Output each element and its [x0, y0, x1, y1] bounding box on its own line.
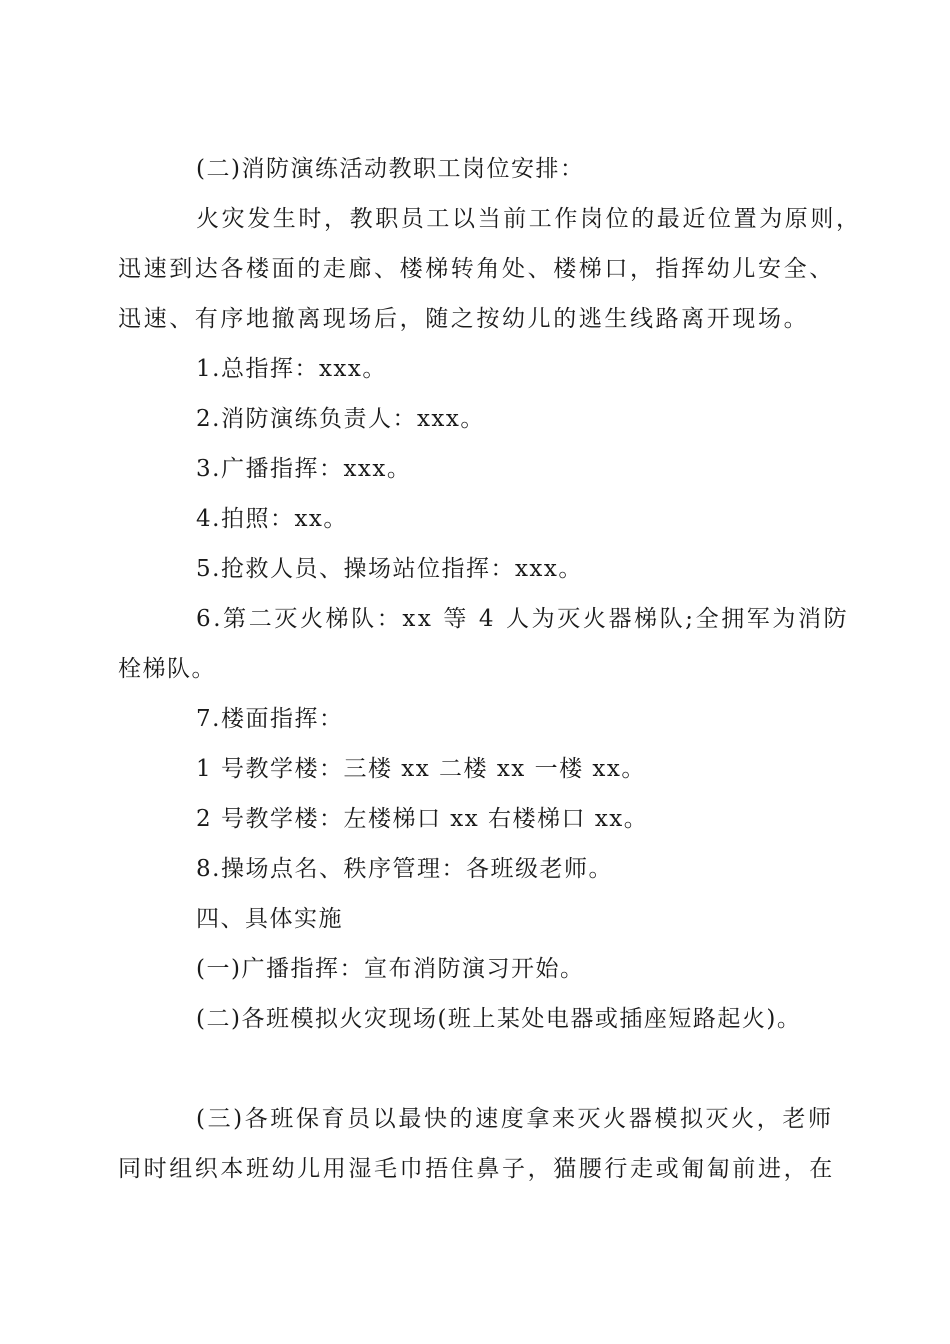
- step-item: (一)广播指挥：宣布消防演习开始。: [196, 956, 585, 982]
- list-item: 5.抢救人员、操场站位指挥：xxx。: [196, 556, 583, 582]
- list-item: 6.第二灭火梯队：xx 等 4 人为灭火器梯队;全拥军为消防: [196, 606, 850, 632]
- paragraph-line: 迅速、有序地撤离现场后，随之按幼儿的逃生线路离开现场。: [118, 306, 810, 332]
- paragraph-line: 火灾发生时，教职员工以当前工作岗位的最近位置为原则，: [196, 206, 862, 232]
- list-item: 2.消防演练负责人：xxx。: [196, 406, 485, 432]
- step-item: (三)各班保育员以最快的速度拿来灭火器模拟灭火，老师: [196, 1106, 834, 1132]
- section-heading-implementation: 四、具体实施: [196, 906, 343, 932]
- list-item: 4.拍照：xx。: [196, 506, 348, 532]
- list-item-continuation: 栓梯队。: [118, 656, 216, 682]
- list-item: 2 号教学楼：左楼梯口 xx 右楼梯口 xx。: [196, 806, 649, 832]
- paragraph-line: 迅速到达各楼面的走廊、楼梯转角处、楼梯口，指挥幼儿安全、: [118, 256, 835, 282]
- list-item: 1 号教学楼：三楼 xx 二楼 xx 一楼 xx。: [196, 756, 646, 782]
- list-item: 1.总指挥：xxx。: [196, 356, 387, 382]
- list-item: 7.楼面指挥：: [196, 706, 344, 732]
- section-heading-staff-arrangement: (二)消防演练活动教职工岗位安排：: [196, 156, 585, 182]
- list-item: 3.广播指挥：xxx。: [196, 456, 412, 482]
- step-item: (二)各班模拟火灾现场(班上某处电器或插座短路起火)。: [196, 1006, 802, 1032]
- list-item: 8.操场点名、秩序管理：各班级老师。: [196, 856, 613, 882]
- paragraph-line: 同时组织本班幼儿用湿毛巾捂住鼻子，猫腰行走或匍匐前进，在: [118, 1156, 835, 1182]
